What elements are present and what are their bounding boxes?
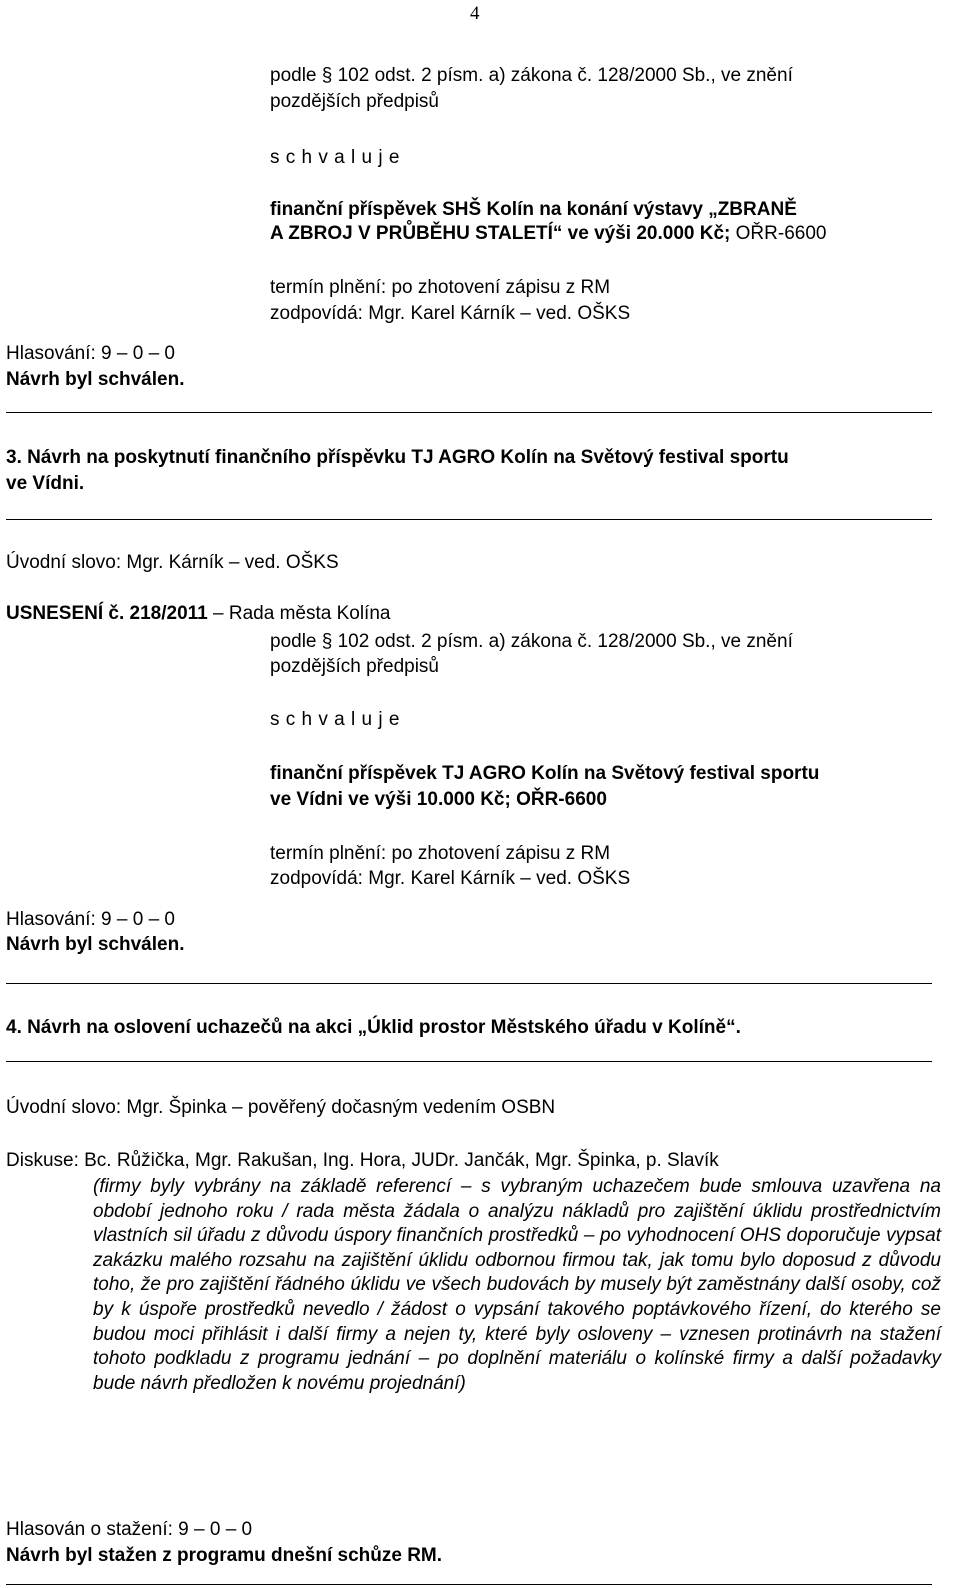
item3-heading-line2: ve Vídni. <box>6 473 85 494</box>
vote-result: Hlasování: 9 – 0 – 0 <box>6 343 175 364</box>
divider <box>6 519 932 520</box>
decision-line2 <box>270 222 826 246</box>
intro-speaker: Úvodní slovo: Mgr. Kárník – ved. OŠKS <box>6 552 339 573</box>
approval-status: Návrh byl schválen. <box>6 369 185 390</box>
withdrawal-vote: Hlasován o stažení: 9 – 0 – 0 <box>6 1519 253 1540</box>
approves-verb: s c h v a l u j e <box>270 709 400 730</box>
responsible: zodpovídá: Mgr. Karel Kárník – ved. OŠKS <box>270 303 631 324</box>
decision-line1: finanční příspěvek SHŠ Kolín na konání výstavy „ZBRANĚ <box>270 199 797 220</box>
divider <box>6 412 932 413</box>
intro-speaker: Úvodní slovo: Mgr. Špinka – pověřený dočasným vedením OSBN <box>6 1097 556 1118</box>
deadline: termín plnění: po zhotovení zápisu z RM <box>270 277 611 298</box>
responsible: zodpovídá: Mgr. Karel Kárník – ved. OŠKS <box>270 868 631 889</box>
legal-basis-line2: pozdějších předpisů <box>270 91 439 112</box>
decision-line2-rest: OŘR-6600 <box>730 223 827 244</box>
legal-basis-line2: pozdějších předpisů <box>270 656 439 677</box>
discussion-note: (firmy byly vybrány na základě referencí – s vybraným uchazečem bude smlouva uzavřena na období jednoho roku / rada města žádala o analýzu nákladů pro zajištění úklidu prostřednictvím vlastních sil úřadu z důvodu úspory finančních prostředků – po vyhodnocení OHS doporučuje vypsat zakázku malého rozsahu na zajištění úklidu odbornou firmou tak, jak tomu bylo doposud z důvodu toho, že pro zajištění řádného úklidu ve všech budovách by musely být zaměstnány další osoby, což by k úspoře prostředků nevedlo / žádost o vypsání takového poptávkového řízení, do kterého se budou moci přihlásit i další firmy a nejen ty, které byly osloveny – vznesen protinávrh na stažení tohoto podkladu z programu jednání – po doplnění materiálu o kolínské firmy a další požadavky bude návrh předložen k novému projednání) <box>93 1176 941 1394</box>
divider <box>6 983 932 984</box>
deadline: termín plnění: po zhotovení zápisu z RM <box>270 843 611 864</box>
decision-line1: finanční příspěvek TJ AGRO Kolín na Světový festival sportu <box>270 763 820 784</box>
item3-heading-line1: 3. Návrh na poskytnutí finančního příspěvku TJ AGRO Kolín na Světový festival sportu <box>6 447 789 468</box>
page-number: 4 <box>470 3 480 24</box>
resolution-header <box>6 602 390 626</box>
legal-basis-line1: podle § 102 odst. 2 písm. a) zákona č. 128/2000 Sb., ve znění <box>270 65 793 86</box>
item4-heading: 4. Návrh na oslovení uchazečů na akci „Úklid prostor Městského úřadu v Kolíně“. <box>6 1017 741 1038</box>
decision-line2-bold: A ZBROJ V PRŮBĚHU STALETÍ“ ve výši 20.000 Kč; <box>270 223 731 244</box>
divider <box>6 1584 932 1585</box>
discussion-participants: Diskuse: Bc. Růžička, Mgr. Rakušan, Ing. Hora, JUDr. Jančák, Mgr. Špinka, p. Slavík <box>6 1150 719 1171</box>
resolution-body: – Rada města Kolína <box>213 603 391 624</box>
approval-status: Návrh byl schválen. <box>6 934 185 955</box>
legal-basis-line1: podle § 102 odst. 2 písm. a) zákona č. 128/2000 Sb., ve znění <box>270 631 793 652</box>
withdrawal-status: Návrh byl stažen z programu dnešní schůze RM. <box>6 1545 443 1566</box>
approves-verb: s c h v a l u j e <box>270 147 400 168</box>
vote-result: Hlasování: 9 – 0 – 0 <box>6 909 175 930</box>
decision-line2: ve Vídni ve výši 10.000 Kč; OŘR-6600 <box>270 789 607 810</box>
divider <box>6 1061 932 1062</box>
resolution-number: USNESENÍ č. 218/2011 <box>6 603 208 624</box>
